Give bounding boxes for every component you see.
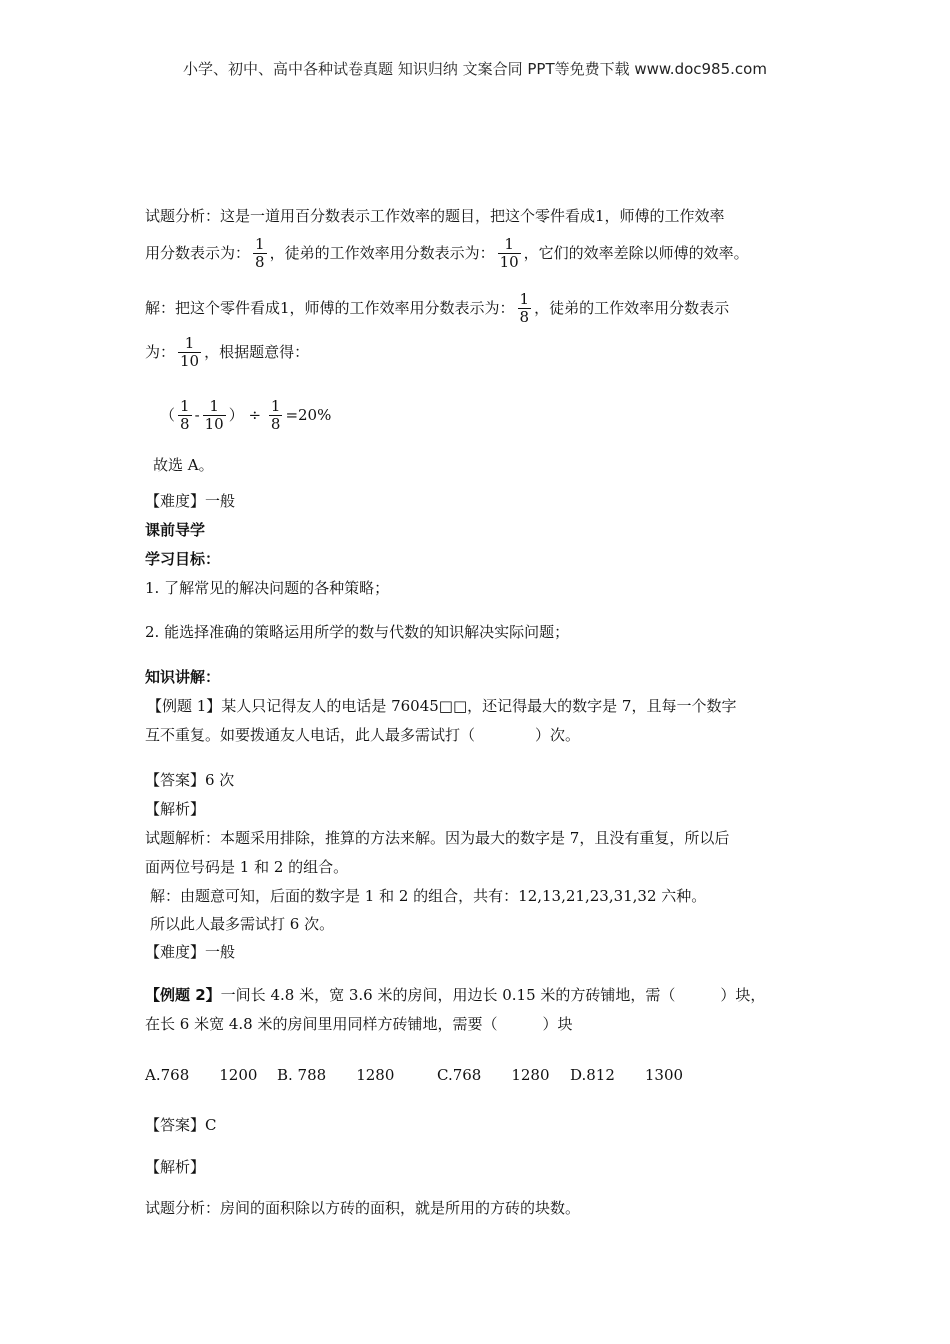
example2-line-1 <box>145 984 765 1005</box>
knowledge-title: 知识讲解： <box>145 668 221 686</box>
goal-item-1: 1. 了解常见的解决问题的各种策略； <box>145 579 390 597</box>
example2-answer: 【答案】C <box>145 1116 217 1134</box>
fraction-one-eighth: $\frac{1}{8}$ <box>180 397 190 434</box>
example1-analysis-line-2: 面两位号码是 1 和 2 的组合。 <box>145 858 349 876</box>
example1-solution-line-2: 所以此人最多需试打 6 次。 <box>150 915 335 933</box>
example1-jiexi-label: 【解析】 <box>145 800 206 818</box>
difficulty-1: 【难度】一般 <box>145 492 236 510</box>
analysis-text-b: ，徒弟的工作效率用分数表示为： <box>269 243 495 262</box>
page-header: 小学、初中、高中各种试卷真题 知识归纳 文案合同 PPT等免费下载 www.doc985.com <box>183 60 767 78</box>
analysis-text-a: 用分数表示为： <box>145 243 251 262</box>
example2-option-a: A.768 1200 <box>145 1066 258 1084</box>
fraction-one-eighth: $\frac{1}{8}$ <box>255 235 265 272</box>
solution-line-1 <box>145 291 729 327</box>
example2-jiexi-label: 【解析】 <box>145 1158 206 1176</box>
fraction-one-tenth: $\frac{1}{10}$ <box>499 235 519 272</box>
solution-line-2 <box>145 335 309 371</box>
example1-difficulty: 【难度】一般 <box>145 943 236 961</box>
example2-option-c: C.768 1280 <box>437 1066 550 1084</box>
fraction-one-tenth: $\frac{1}{10}$ <box>204 397 224 434</box>
example1-line-1: 【例题 1】某人只记得友人的电话是 76045□□，还记得最大的数字是 7，且每一个数字 <box>147 697 737 715</box>
solution-text-b: ，徒弟的工作效率用分数表示 <box>534 298 730 317</box>
analysis-line-2 <box>145 236 749 272</box>
fraction-one-tenth: $\frac{1}{10}$ <box>180 334 200 371</box>
formula-close-paren: ） <box>228 405 244 424</box>
goals-title: 学习目标： <box>145 550 221 568</box>
analysis-text-c: ，它们的效率差除以师傅的效率。 <box>523 243 749 262</box>
example2-option-b: B. 788 1280 <box>277 1066 395 1084</box>
solution-text-c: 为： <box>145 342 176 361</box>
formula-result: =20% <box>285 405 332 424</box>
fraction-one-eighth: $\frac{1}{8}$ <box>270 397 281 434</box>
goal-item-2: 2. 能选择准确的策略运用所学的数与代数的知识解决实际问题； <box>145 623 570 641</box>
formula <box>160 398 331 434</box>
example2-text-1: 一间长 4.8 米，宽 3.6 米的房间，用边长 0.15 米的方砖铺地，需（ ）块， <box>220 986 766 1004</box>
example2-analysis: 试题分析：房间的面积除以方砖的面积，就是所用的方砖的块数。 <box>145 1199 581 1217</box>
example1-solution-line-1: 解：由题意可知，后面的数字是 1 和 2 的组合，共有：12,13,21,23,31,32 六种。 <box>150 887 707 905</box>
solution-text-a: 解：把这个零件看成1，师傅的工作效率用分数表示为： <box>145 298 515 317</box>
formula-open-paren: （ <box>160 405 176 424</box>
fraction-one-eighth: $\frac{1}{8}$ <box>519 290 530 327</box>
example2-label: 【例题 2】 <box>145 986 221 1004</box>
example2-line-2: 在长 6 米宽 4.8 米的房间里用同样方砖铺地，需要（ ）块 <box>145 1015 573 1033</box>
example2-option-d: D.812 1300 <box>570 1066 684 1084</box>
section-preview-title: 课前导学 <box>145 521 206 539</box>
example1-line-2: 互不重复。如要拨通友人电话，此人最多需试打（ ）次。 <box>145 726 581 744</box>
example1-analysis-line-1: 试题解析：本题采用排除，推算的方法来解。因为最大的数字是 7，且没有重复，所以后 <box>145 829 730 847</box>
formula-divide: ÷ <box>248 405 262 424</box>
formula-minus: - <box>194 405 200 424</box>
example1-answer: 【答案】6 次 <box>145 771 235 789</box>
choice-line: 故选 A。 <box>153 456 214 474</box>
solution-text-d: ，根据题意得： <box>204 342 310 361</box>
analysis-line-1: 试题分析：这是一道用百分数表示工作效率的题目，把这个零件看成1，师傅的工作效率 <box>145 207 725 225</box>
